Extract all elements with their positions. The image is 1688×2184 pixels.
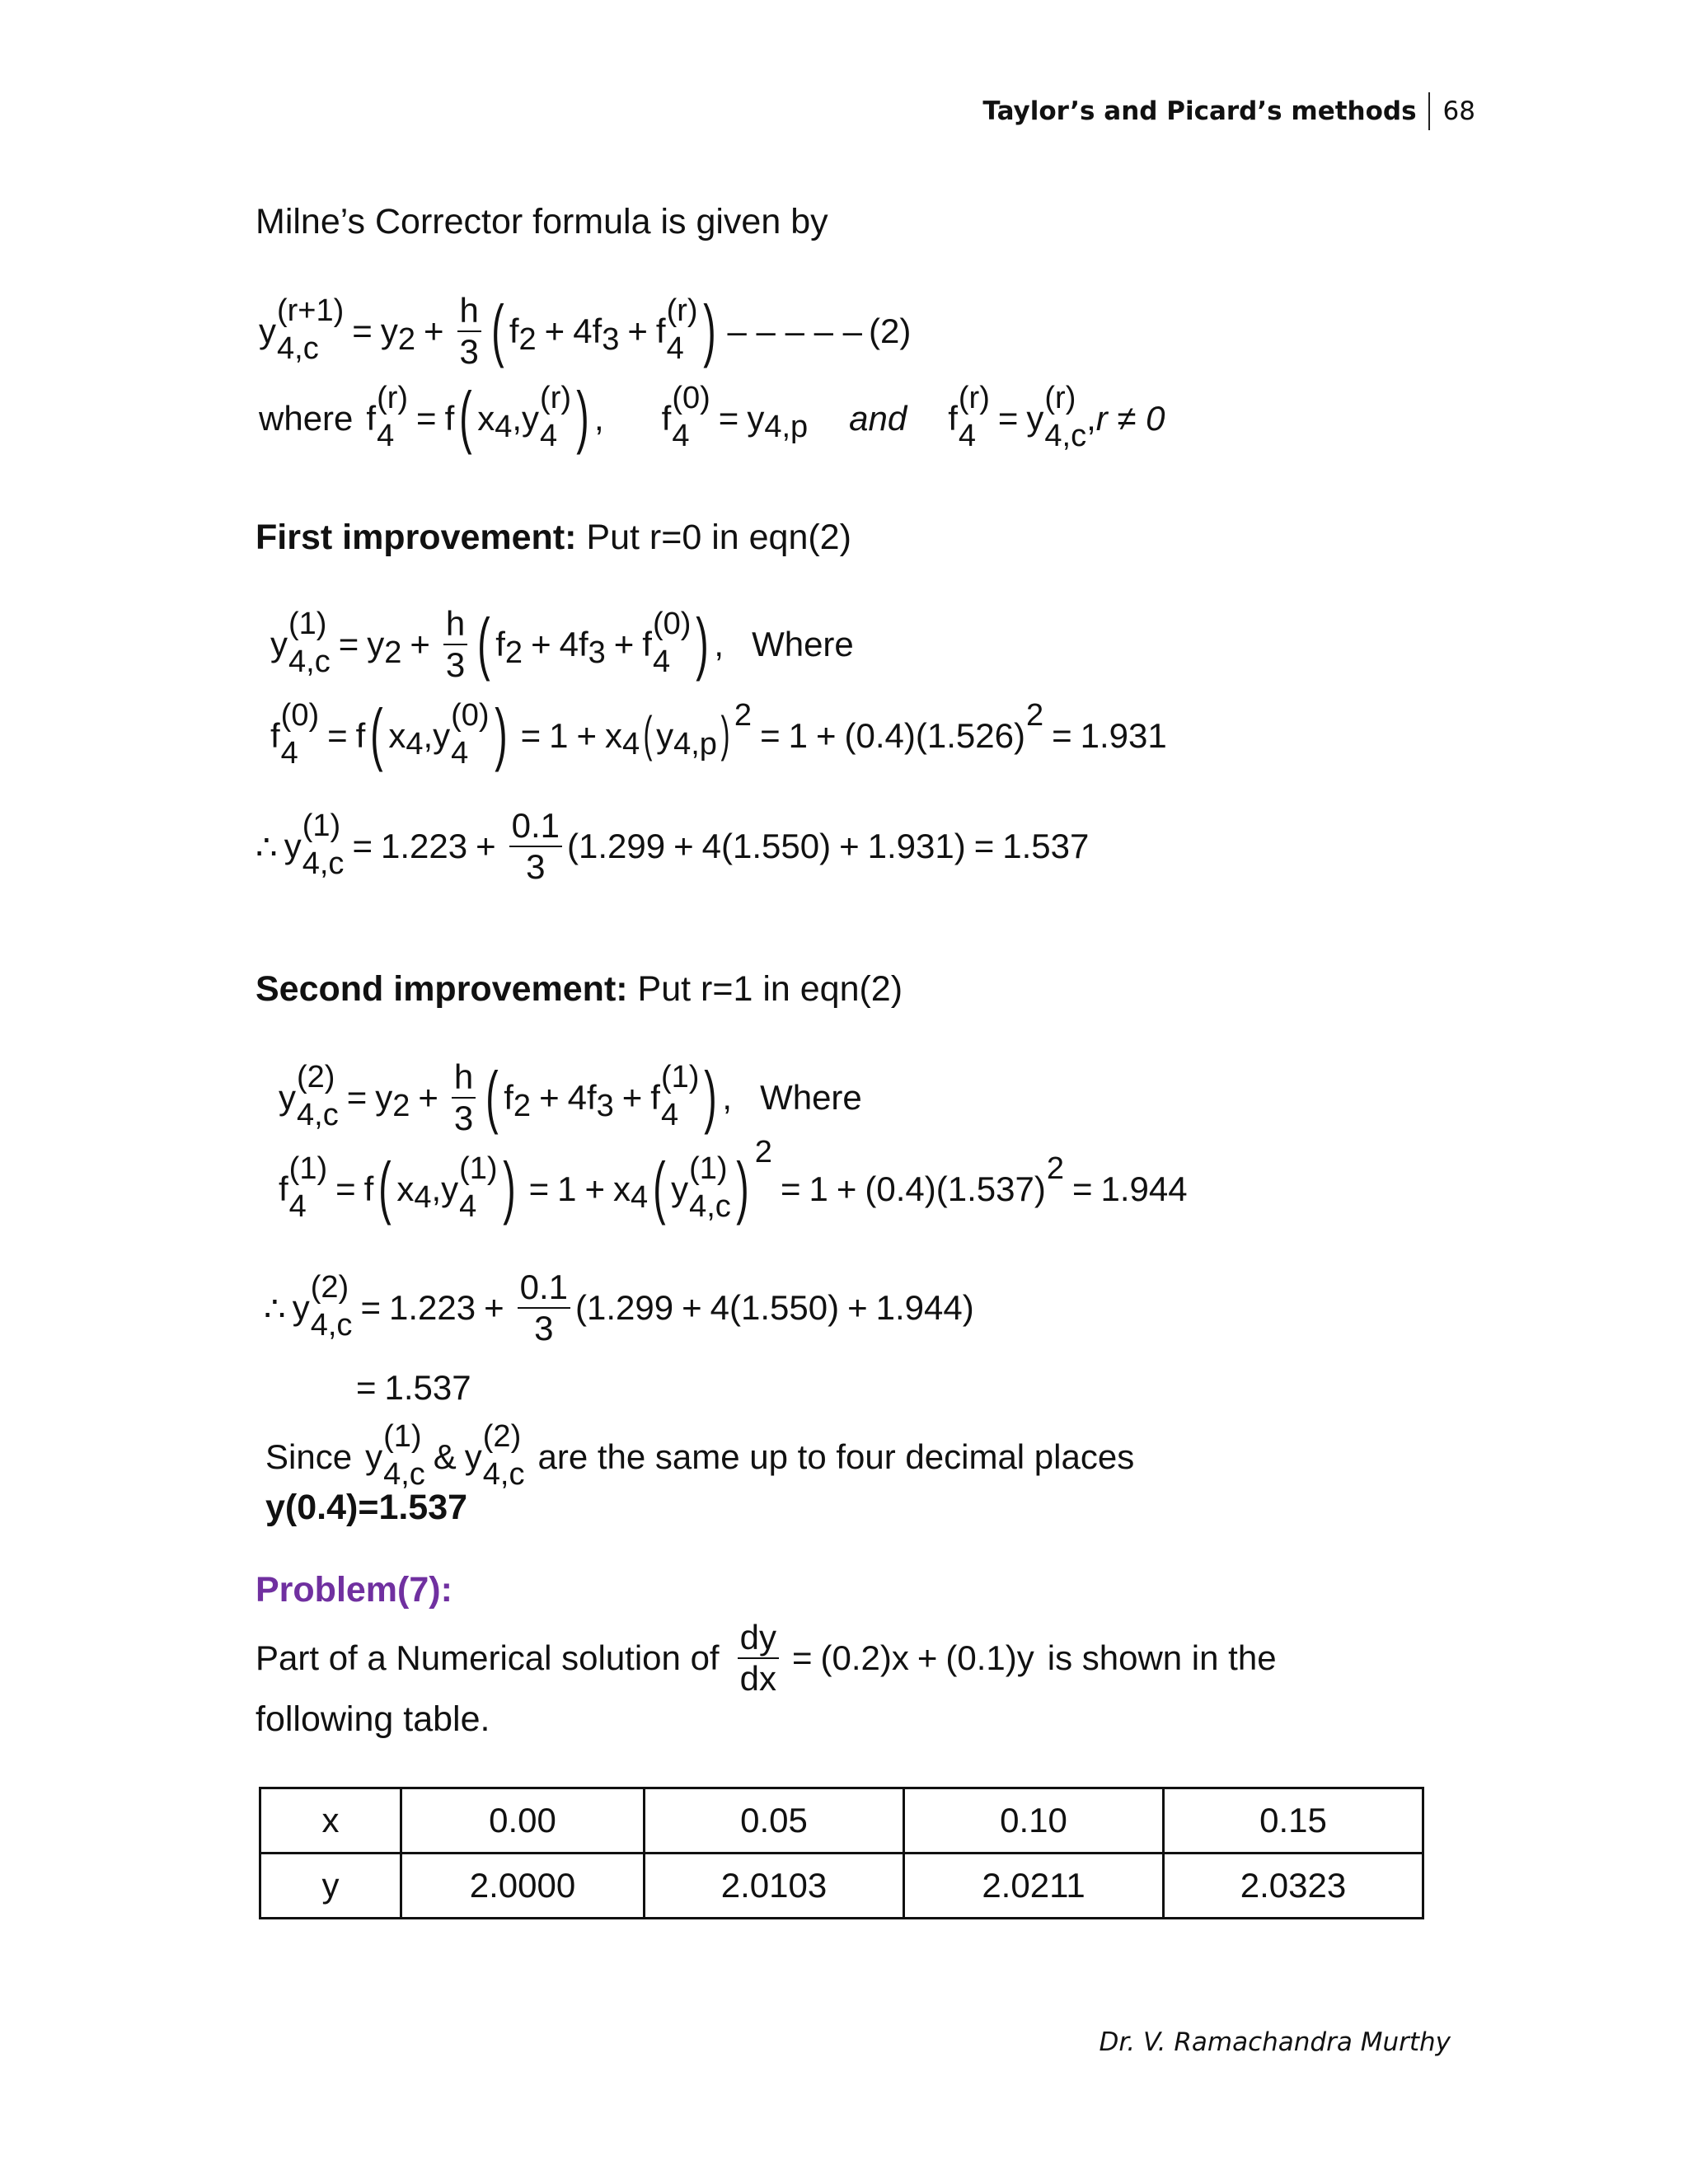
second-result: 1.537 — [384, 1368, 471, 1407]
second-improvement-heading — [256, 969, 903, 1010]
since-text: are the same up to four decimal places — [537, 1437, 1135, 1476]
footer-author: Dr. V. Ramachandra Murthy — [1099, 2027, 1451, 2057]
first-f4-result: 1.931 — [1080, 716, 1167, 755]
table-cell: 2.0323 — [1164, 1854, 1423, 1919]
corrector-where-line: where f (r) 4 = f ( x 4 , y (r) 4 ) , f (0) 4 = y 4,p and f (r) 4 = y (r) 4,c , r ≠ 0 — [259, 377, 1165, 456]
first-f2-value: 1.299 — [579, 827, 666, 866]
second-result-value-line: = 1.537 — [356, 1368, 471, 1407]
second-y4c-value: 1.537 — [947, 1169, 1034, 1208]
row-label: y — [260, 1854, 401, 1919]
first-result-line: ∴ y (1) 4,c = 1.223 + $\frac{0.1}{3}$ ( 1.299 + 4( 1.550 ) + 1.931 ) = 1.537 — [256, 806, 1090, 887]
first-improvement-label: First improvement: — [256, 518, 577, 557]
problem-line1-text: Part of a Numerical solution of — [256, 1638, 720, 1678]
second-f4-result: 1.944 — [1100, 1169, 1188, 1208]
page-header — [982, 92, 1475, 130]
first-y2-value: 1.223 — [380, 827, 468, 866]
problem-title: Problem(7): — [256, 1570, 452, 1610]
first-h-value: 0.1 — [509, 808, 562, 847]
header-divider — [1428, 92, 1430, 130]
dashes: – – – – – — [727, 312, 862, 351]
where-label: where — [259, 399, 354, 438]
and-label: and — [849, 399, 907, 438]
since-word: Since — [265, 1437, 353, 1476]
second-where: Where — [760, 1078, 862, 1118]
ampersand: & — [433, 1437, 457, 1476]
table-row — [260, 1788, 1423, 1854]
problem-line2: following table. — [256, 1699, 490, 1739]
table-cell: 0.05 — [645, 1788, 904, 1854]
second-formula: y (2) 4,c = y 2 + $\frac{h}{3}$ ( f 2 + 4f 3 + f (1) 4 ) , Where — [279, 1057, 862, 1138]
second-improvement-label: Second improvement: — [256, 969, 628, 1009]
second-f4-line: f (1) 4 = f ( x 4 , y (1) 4 ) = 1 + x 4 ( y (1) 4,c ) 2 = 1 + (0.4)( 1.537 ) 2 = 1.944 — [279, 1135, 1188, 1226]
first-where: Where — [752, 625, 854, 664]
table-cell: 2.0211 — [904, 1854, 1164, 1919]
table-cell: 0.15 — [1164, 1788, 1423, 1854]
second-y2-value: 1.223 — [388, 1288, 476, 1328]
first-formula: y (1) 4,c = y 2 + $\frac{h}{3}$ ( f 2 + 4f 3 + f (0) 4 ) , Where — [270, 603, 854, 685]
first-f3-value: 1.550 — [733, 827, 820, 866]
corrector-formula: y (r+1) 4,c = y 2 + $\frac{h}{3}$ ( f 2 + 4f 3 + f (r) 4 ) – – – – – (2) — [259, 290, 912, 372]
table-cell: 0.10 — [904, 1788, 1164, 1854]
first-y4p-value: 1.526 — [926, 716, 1014, 755]
second-f4-value: 1.944 — [875, 1288, 963, 1328]
chapter-title: Taylor’s and Picard’s methods — [982, 96, 1417, 126]
problem-line1-end: is shown in the — [1047, 1638, 1277, 1678]
page-number: 68 — [1442, 96, 1475, 126]
eqn-tag: (2) — [868, 312, 912, 351]
first-improvement-heading — [256, 518, 851, 558]
first-improvement-text: Put r=0 in eqn(2) — [586, 518, 851, 557]
data-table — [259, 1787, 1424, 1919]
table-cell: 0.00 — [401, 1788, 645, 1854]
intro-text: Milne’s Corrector formula is given by — [256, 202, 828, 241]
condition: r ≠ 0 — [1095, 399, 1165, 438]
row-label: x — [260, 1788, 401, 1854]
problem-line1: Part of a Numerical solution of $\frac{dy}{dx}$ = (0.2)x + (0.1)y is shown in the — [256, 1618, 1277, 1699]
first-f4-value: 1.931 — [867, 827, 954, 866]
second-improvement-text: Put r=1 in eqn(2) — [637, 969, 903, 1009]
first-f4-line: f (0) 4 = f ( x 4 , y (0) 4 ) = 1 + x 4 ( y 4,p ) 2 = 1 + (0.4)( 1.526 ) 2 = 1.931 — [270, 695, 1167, 773]
table-cell: 2.0000 — [401, 1854, 645, 1919]
since-line: Since y (1) 4,c & y (2) 4,c are the same up to four decimal places — [265, 1419, 1135, 1492]
first-result: 1.537 — [1002, 827, 1090, 866]
second-result-line: ∴ y (2) 4,c = 1.223 + $\frac{0.1}{3}$ ( 1.299 + 4( 1.550 ) + 1.944 ) — [264, 1268, 974, 1348]
second-f3-value: 1.550 — [741, 1288, 828, 1328]
table-cell: 2.0103 — [645, 1854, 904, 1919]
table-row — [260, 1854, 1423, 1919]
second-f2-value: 1.299 — [587, 1288, 674, 1328]
second-h-value: 0.1 — [518, 1269, 570, 1309]
final-result: y(0.4)=1.537 — [265, 1488, 468, 1527]
